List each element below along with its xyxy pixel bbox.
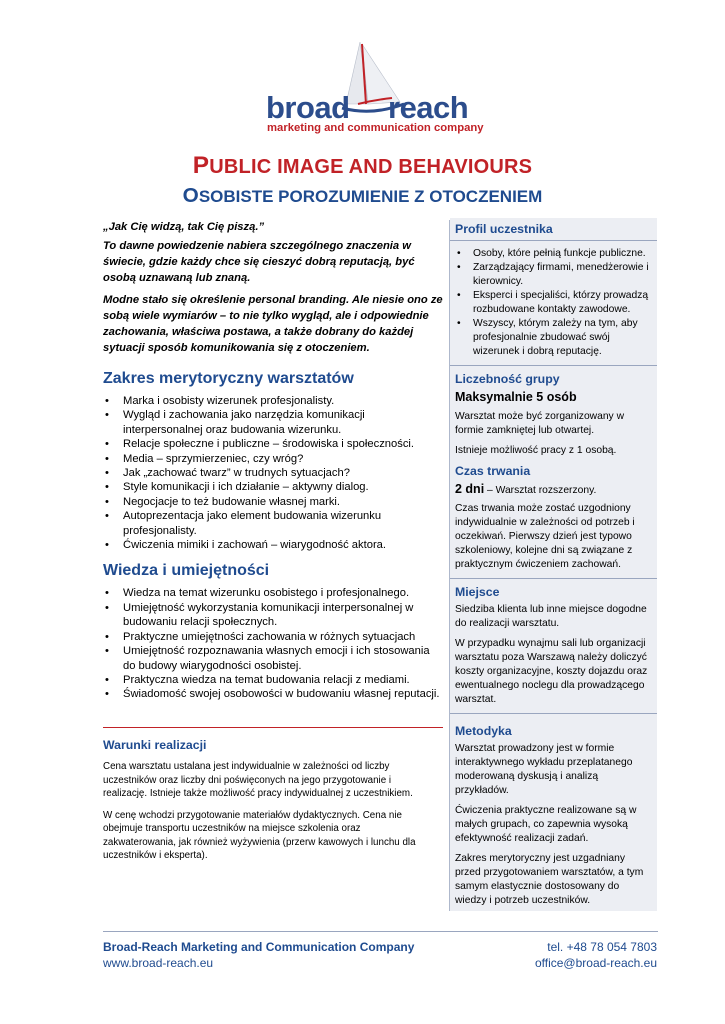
method-paragraph: Zakres merytoryczny jest uzgadniany przed przygotowaniem warsztatów, a tym samym elastycznie dostosowany do wiedzy i potrzeb uczestników. [455, 853, 644, 906]
group-paragraph: Warsztat może być zorganizowany w formie zamkniętej lub otwartej. [455, 411, 625, 436]
list-item: • Relacje społeczne i publiczne – środowiska i społeczności. [103, 437, 443, 451]
method-paragraph: Warsztat prowadzony jest w formie interaktywnego wykładu przeplatanego moderowaną dyskusją i analizą przykładów. [455, 743, 633, 796]
list-item: • Style komunikacji i ich działanie – aktywny dialog. [103, 480, 443, 494]
list-item: • Umiejętność wykorzystania komunikacji interpersonalnej w budowaniu relacji społecznych. [103, 601, 443, 630]
list-item: • Zarządzający firmami, menedżerowie i kierownicy. [455, 261, 652, 289]
intro-paragraph: Modne stało się określenie personal branding. Ale niesie ono ze sobą wiele wymiarów – to nie tylko wygląd, ale i odpowiednie zachowania, właściwa postawa, a także dobrany do każdej sytuacji sposób komunikowania się z otoczeniem. [103, 294, 443, 354]
conditions-heading: Warunki realizacji [103, 738, 207, 752]
list-item: • Autoprezentacja jako element budowania wizerunku profesjonalisty. [103, 509, 443, 538]
footer-company: Broad-Reach Marketing and Communication Company [103, 940, 415, 954]
list-item: • Świadomość swojej osobowości w budowaniu własnej reputacji. [103, 687, 443, 701]
list-item: • Umiejętność rozpoznawania własnych emocji i ich stosowania do budowy wiarygodności osobistej. [103, 644, 443, 673]
duration-heading: Czas trwania [455, 464, 531, 478]
profile-heading: Profil uczestnika [455, 222, 553, 236]
logo-word-reach: reach [388, 90, 469, 125]
footer-phone: tel. +48 78 054 7803 [547, 940, 657, 954]
divider [450, 240, 657, 241]
list-item: • Wygląd i zachowania jako narzędzia komunikacji interpersonalnej oraz budowania wizerunku. [103, 408, 443, 437]
main-column [103, 219, 443, 702]
group-paragraph: Istnieje możliwość pracy z 1 osobą. [455, 445, 617, 456]
footer-website-link[interactable]: www.broad-reach.eu [103, 956, 214, 970]
logo-tagline: marketing and communication company [267, 122, 484, 134]
method-heading: Metodyka [455, 724, 512, 738]
duration-paragraph: Czas trwania może zostać uzgodniony indywidualnie w zależności od potrzeb i oczekiwań. Pierwszy dzień jest typowo szkoleniowy, kolejne dni są związane z praktycznym ćwiczeniem zachowań. [455, 503, 635, 570]
knowledge-list [103, 586, 443, 701]
logo-word-broad: broad [266, 90, 350, 125]
divider [450, 713, 657, 714]
group-max: Maksymalnie 5 osób [455, 390, 577, 404]
intro-paragraph: To dawne powiedzenie nabiera szczególnego znaczenia w świecie, gdzie każdy chce się cieszyć dobrą reputacją, być osobą uznawaną lub znaną. [103, 240, 415, 284]
duration-days [455, 482, 652, 496]
place-heading: Miejsce [455, 585, 500, 599]
divider [450, 578, 657, 579]
list-item: • Jak „zachować twarz” w trudnych sytuacjach? [103, 466, 443, 480]
divider [450, 365, 657, 366]
list-item: • Ćwiczenia mimiki i zachowań – wiarygodność aktora. [103, 538, 443, 552]
profile-list [455, 247, 652, 359]
footer-divider [103, 931, 658, 932]
scope-heading: Zakres merytoryczny warsztatów [103, 370, 354, 387]
title-initial: P [192, 152, 210, 179]
footer-email-link[interactable]: office@broad-reach.eu [534, 956, 657, 970]
company-logo [263, 42, 483, 140]
list-item: • Marka i osobisty wizerunek profesjonalisty. [103, 394, 443, 408]
conditions-section [103, 738, 428, 871]
title-rest: UBLIC IMAGE AND BEHAVIOURS [209, 156, 533, 178]
section-divider [103, 727, 443, 728]
subtitle-rest: SOBISTE POROZUMIENIE Z OTOCZENIEM [198, 187, 543, 206]
conditions-paragraph: W cenę wchodzi przygotowanie materiałów dydaktycznych. Cena nie obejmuje transportu uczestników na miejsce szkolenia oraz zakwaterowania, jak również wyżywienia (przerw kawowych i lunchu dla uczestników i eksperta). [103, 809, 416, 861]
method-paragraph: Ćwiczenia praktyczne realizowane są w małych grupach, co zapewnia wysoką efektywność realizacji zadań. [455, 805, 637, 844]
list-item: • Osoby, które pełnią funkcje publiczne. [455, 247, 652, 261]
knowledge-heading: Wiedza i umiejętności [103, 562, 270, 580]
place-paragraph: Siedziba klienta lub inne miejsce dogodne do realizacji warsztatu. [455, 604, 647, 629]
scope-list [103, 394, 443, 552]
conditions-paragraph: Cena warsztatu ustalana jest indywidualnie w zależności od liczby uczestników oraz liczby dni poświęconych na jego przygotowanie i realizację. Istnieje także możliwość pracy indywidualnej z uczestnikiem. [103, 761, 413, 799]
list-item: • Wiedza na temat wizerunku osobistego i profesjonalnego. [103, 586, 443, 600]
subtitle-initial: O [182, 184, 199, 207]
info-sidebar [450, 218, 657, 911]
list-item: • Eksperci i specjaliści, którzy prowadzą rozbudowane kontakty zawodowe. [455, 289, 652, 317]
list-item: • Negocjacje to też budowanie własnej marki. [103, 495, 443, 509]
list-item: • Media – sprzymierzeniec, czy wróg? [103, 452, 443, 466]
page-title [0, 152, 725, 180]
duration-value: 2 dni [455, 482, 485, 496]
duration-note: – Warsztat rozszerzony. [484, 485, 597, 496]
intro-quote: „Jak Cię widzą, tak Cię piszą.” [103, 221, 265, 233]
group-heading: Liczebność grupy [455, 372, 560, 386]
list-item: • Wszyscy, którym zależy na tym, aby profesjonalnie zbudować swój wizerunek i dobrą reputację. [455, 317, 652, 359]
list-item: • Praktyczne umiejętności zachowania w różnych sytuacjach [103, 630, 443, 644]
page-subtitle [0, 184, 725, 208]
list-item: • Praktyczna wiedza na temat budowania relacji z mediami. [103, 673, 443, 687]
place-paragraph: W przypadku wynajmu sali lub organizacji warsztatu poza Warszawą należy doliczyć koszty organizacyjne, koszty dojazdu oraz ewentualnego noclegu dla prowadzącego warsztat. [455, 638, 648, 705]
intro [103, 219, 443, 356]
